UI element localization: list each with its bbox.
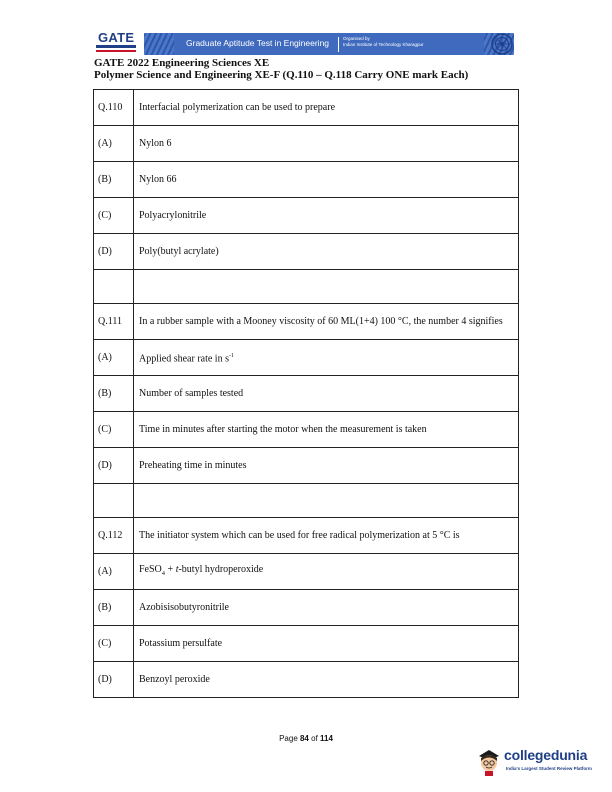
spacer-cell [134,484,519,518]
option-text-mid: + [165,564,176,575]
option-text-superscript: -1 [228,352,234,359]
option-label: (D) [94,234,134,270]
option-row [94,662,519,698]
option-text: Nylon 6 [134,126,519,162]
option-label: (C) [94,626,134,662]
option-row [94,198,519,234]
footer-middle: of [308,734,321,743]
footer-total-pages: 114 [320,734,333,743]
option-label: (A) [94,340,134,376]
collegedunia-name: collegedunia [504,747,588,763]
question-number: Q.111 [94,304,134,340]
collegedunia-tagline: India's Largest Student Review Platform [506,766,592,771]
option-row [94,234,519,270]
spacer-row [94,484,519,518]
banner-organizer [343,36,423,48]
student-mascot-icon [476,746,502,776]
option-label: (A) [94,554,134,590]
question-text: The initiator system which can be used for free radical polymerization at 5 °C is [134,518,519,554]
page-footer [0,734,612,743]
option-label: (C) [94,198,134,234]
question-text: Interfacial polymerization can be used to prepare [134,90,519,126]
option-text: Nylon 66 [134,162,519,198]
option-row [94,126,519,162]
question-table [93,89,519,698]
option-row [94,412,519,448]
spacer-cell [94,270,134,304]
organizer-line-1: Organised by [343,36,370,41]
question-number: Q.112 [94,518,134,554]
gate-logo-stripe [96,45,136,48]
option-text: Potassium persulfate [134,626,519,662]
option-label: (B) [94,590,134,626]
option-text [134,340,519,376]
option-label: (D) [94,448,134,484]
option-row [94,376,519,412]
option-text: Polyacrylonitrile [134,198,519,234]
gate-logo [94,30,146,58]
option-row [94,340,519,376]
gate-logo-stripe-red [96,50,136,52]
banner-title: Graduate Aptitude Test in Engineering [186,38,330,48]
option-text-prefix: FeSO [139,564,162,575]
iit-emblem-icon [490,32,514,56]
option-text-subscript: 4 [161,570,166,577]
option-text: Preheating time in minutes [134,448,519,484]
spacer-cell [134,270,519,304]
option-label: (A) [94,126,134,162]
footer-prefix: Page [279,734,300,743]
spacer-cell [94,484,134,518]
gate-header-banner [94,30,519,58]
option-label: (C) [94,412,134,448]
collegedunia-logo [476,746,608,778]
footer-page-number: 84 [299,734,309,743]
option-text-suffix: -butyl hydroperoxide [178,564,264,575]
gate-logo-text: GATE [98,30,135,45]
option-row [94,590,519,626]
option-text: Benzoyl peroxide [134,662,519,698]
option-text: Time in minutes after starting the motor when the measurement is taken [134,412,519,448]
question-text: In a rubber sample with a Mooney viscosity of 60 ML(1+4) 100 °C, the number 4 signifies [134,304,519,340]
option-text-italic: t [175,564,179,575]
option-row [94,626,519,662]
spacer-row [94,270,519,304]
option-label: (D) [94,662,134,698]
option-text: Azobisisobutyronitrile [134,590,519,626]
banner-stripe-bar [144,33,514,55]
option-label: (B) [94,162,134,198]
banner-divider [338,37,339,52]
option-label: (B) [94,376,134,412]
section-title: Polymer Science and Engineering XE-F (Q.110 – Q.118 Carry ONE mark Each) [94,69,469,81]
option-row [94,162,519,198]
question-row [94,518,519,554]
question-row [94,304,519,340]
question-number: Q.110 [94,90,134,126]
option-text-main: Applied shear rate in s [139,353,229,365]
organizer-line-2: Indian Institute of Technology Kharagpur [343,42,424,47]
option-row [94,554,519,590]
exam-title: GATE 2022 Engineering Sciences XE [94,57,270,69]
option-row [94,448,519,484]
question-row [94,90,519,126]
option-text [134,554,519,590]
option-text: Number of samples tested [134,376,519,412]
option-text: Poly(butyl acrylate) [134,234,519,270]
